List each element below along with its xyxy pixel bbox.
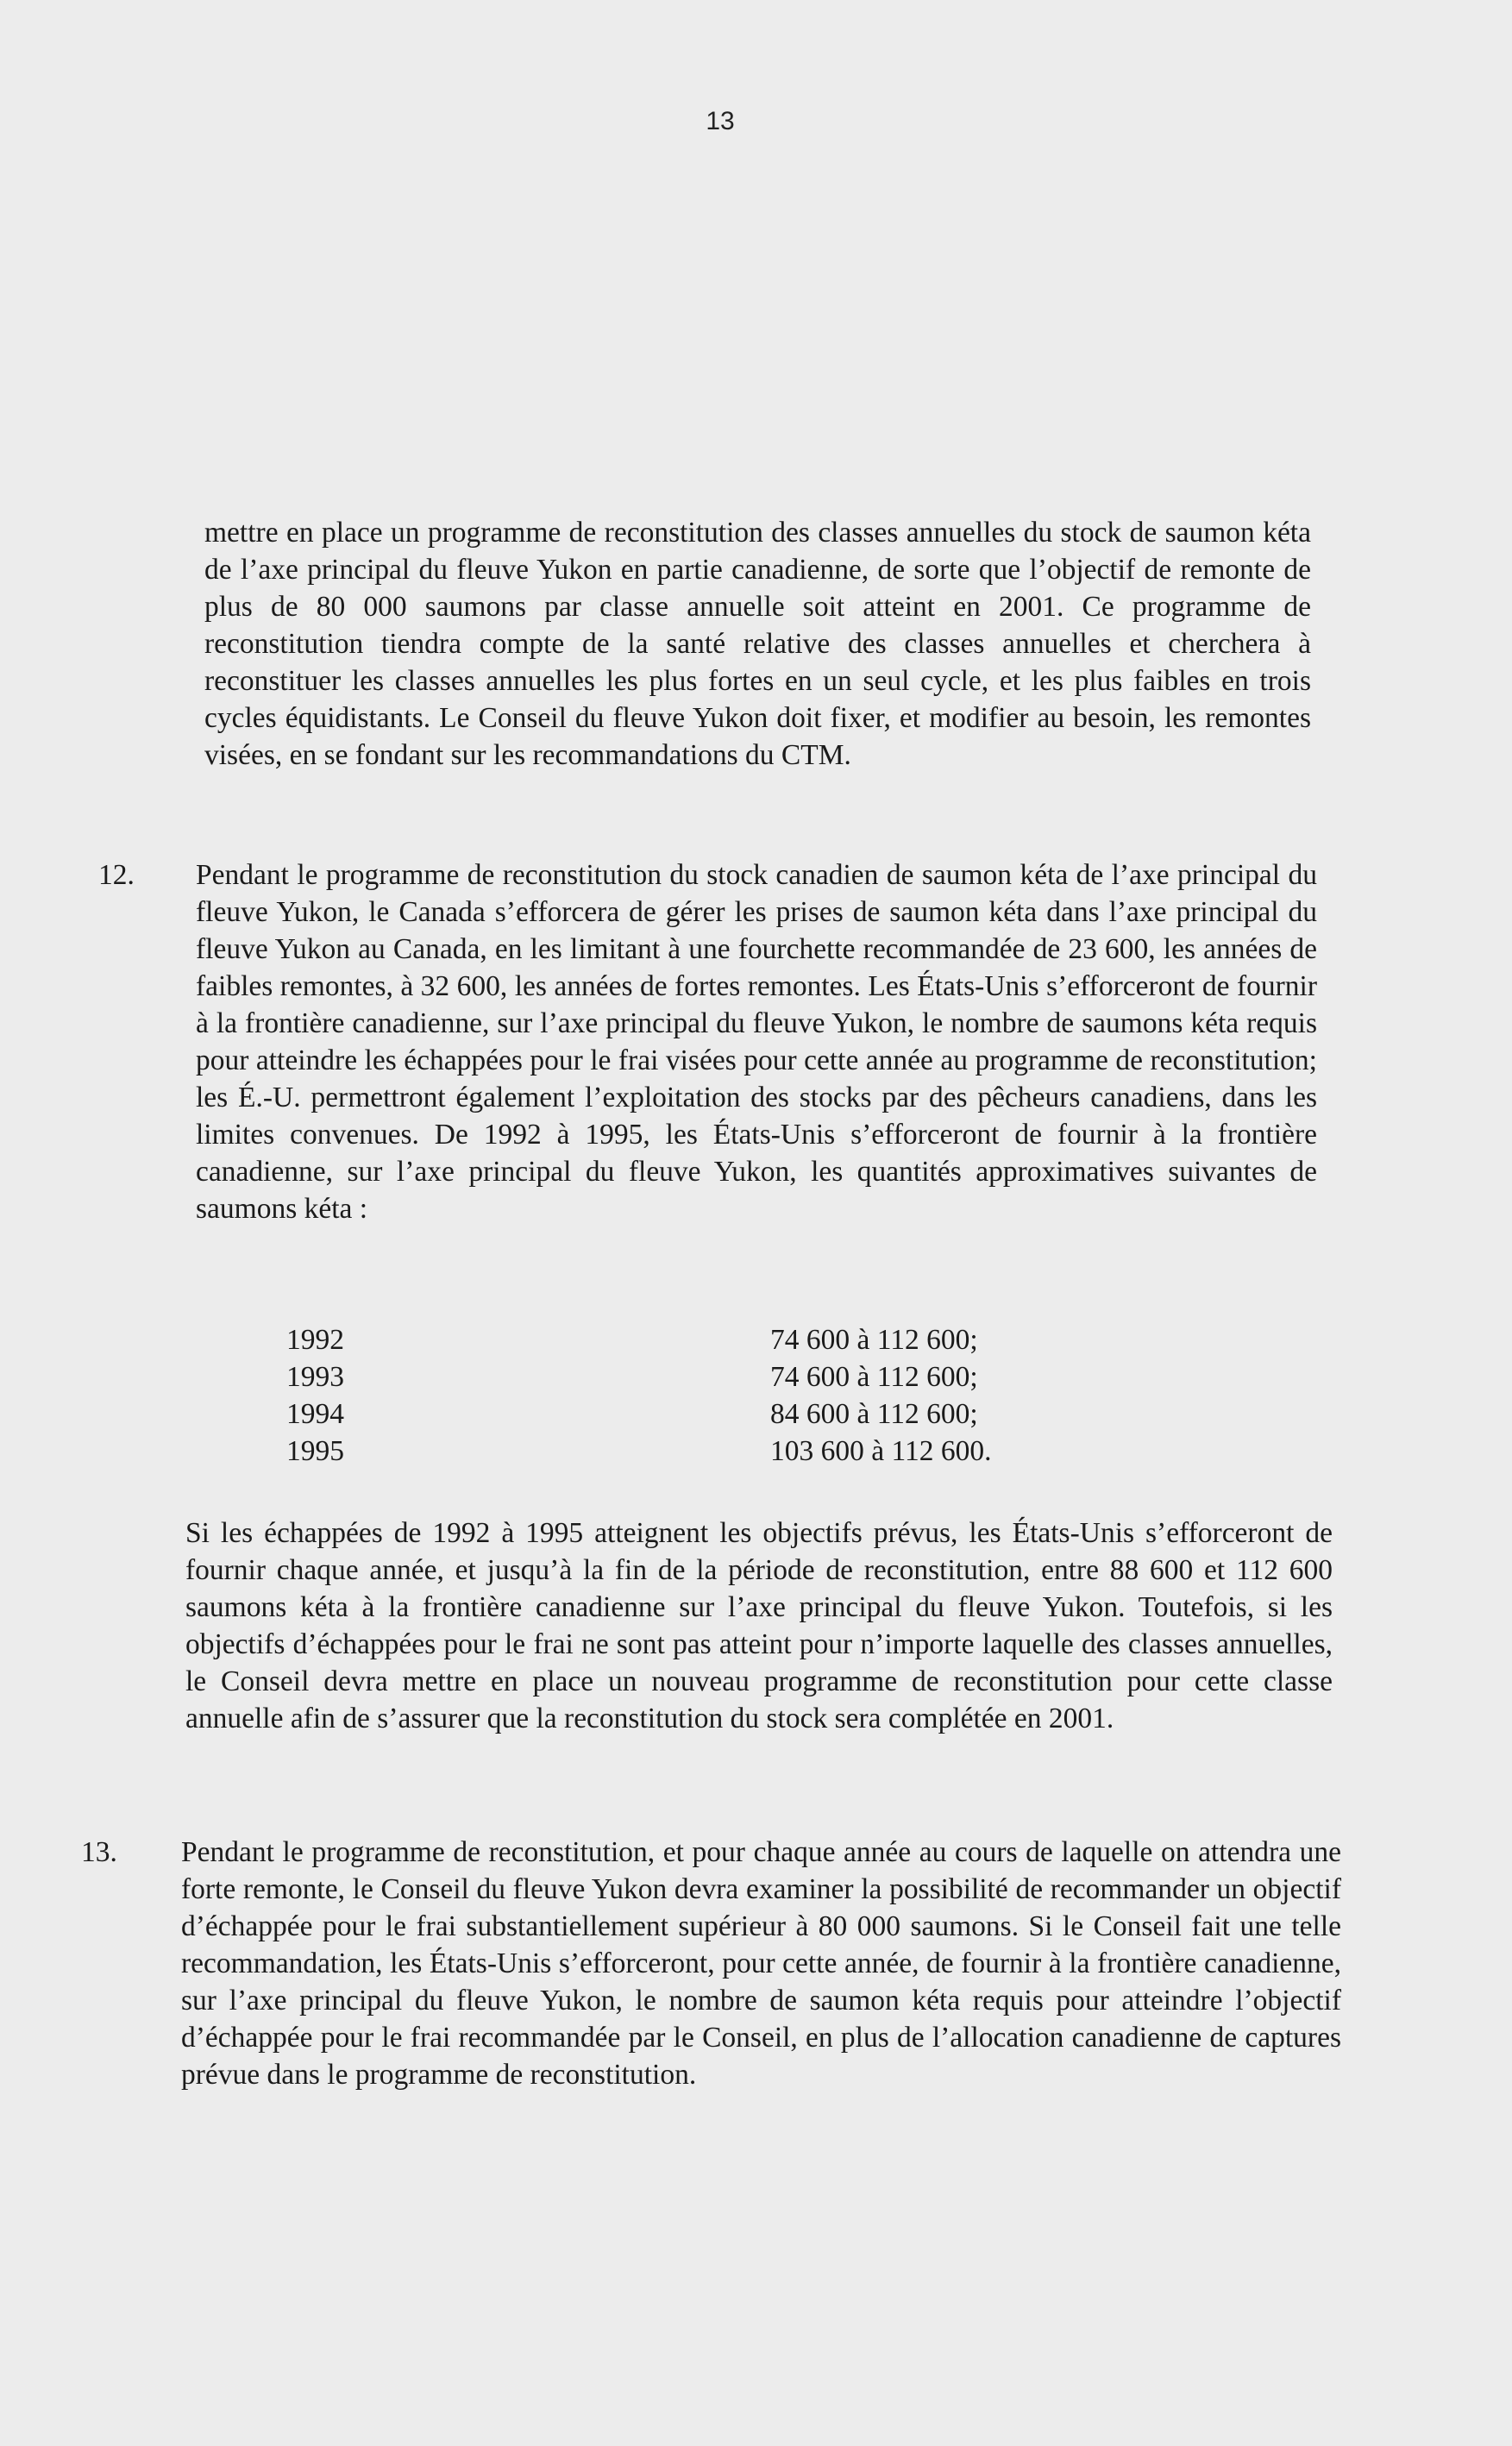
item-13-number: 13. xyxy=(81,1836,117,1868)
year-cell: 1994 xyxy=(286,1398,344,1430)
item-12-closing: Si les échappées de 1992 à 1995 atteignent les objectifs prévus, les États-Unis s’efforceront de fournir chaque année, et jusqu’à la fin de la période de reconstitution, entre 88 600 et 112 600 saumons kéta à la frontière canadienne sur l’axe principal du fleuve Yukon. Toutefois, si les objectifs d’échappées pour le frai ne sont pas atteint pour n’importe laquelle des classes annuelles, le Conseil devra mettre en place un nouveau programme de reconstitution pour cette classe annuelle afin de s’assurer que la reconstitution du stock sera complétée en 2001. xyxy=(185,1517,1333,1734)
range-cell: 74 600 à 112 600; xyxy=(770,1324,978,1356)
table-row xyxy=(286,1321,992,1358)
year-cell: 1993 xyxy=(286,1361,344,1393)
table-row xyxy=(286,1358,992,1395)
year-cell: 1992 xyxy=(286,1324,344,1356)
year-cell: 1995 xyxy=(286,1435,344,1467)
continuation-paragraph: mettre en place un programme de reconstitution des classes annuelles du stock de saumon kéta de l’axe principal du fleuve Yukon en partie canadienne, de sorte que l’objectif de remonte de plus de 80 000 saumons par classe annuelle soit atteint en 2001. Ce programme de reconstitution tiendra compte de la santé relative des classes annuelles et cherchera à reconstituer les classes annuelles les plus fortes en un seul cycle, et les plus faibles en trois cycles équidistants. Le Conseil du fleuve Yukon doit fixer, et modifier au besoin, les remontes visées, en se fondant sur les recommandations du CTM. xyxy=(204,517,1311,771)
range-cell: 74 600 à 112 600; xyxy=(770,1361,978,1393)
item-12-number: 12. xyxy=(98,859,135,891)
table-row xyxy=(286,1433,992,1470)
escapement-table xyxy=(286,1321,992,1470)
table-row xyxy=(286,1395,992,1433)
item-13-text: Pendant le programme de reconstitution, et pour chaque année au cours de laquelle on attendra une forte remonte, le Conseil du fleuve Yukon devra examiner la possibilité de recommander un objectif d’échappée pour le frai substantiellement supérieur à 80 000 saumons. Si le Conseil fait une telle recommandation, les États-Unis s’efforceront, pour cette année, de fournir à la frontière canadienne, sur l’axe principal du fleuve Yukon, le nombre de saumon kéta requis pour atteindre l’objectif d’échappée pour le frai recommandée par le Conseil, en plus de l’allocation canadienne de captures prévue dans le programme de reconstitution. xyxy=(181,1836,1341,2091)
range-cell: 84 600 à 112 600; xyxy=(770,1398,978,1430)
page-number: 13 xyxy=(706,107,735,135)
range-cell: 103 600 à 112 600. xyxy=(770,1435,992,1467)
item-12-text: Pendant le programme de reconstitution du stock canadien de saumon kéta de l’axe principal du fleuve Yukon, le Canada s’efforcera de gérer les prises de saumon kéta dans l’axe principal du fleuve Yukon au Canada, en les limitant à une fourchette recommandée de 23 600, les années de faibles remontes, à 32 600, les années de fortes remontes. Les États-Unis s’efforceront de fournir à la frontière canadienne, sur l’axe principal du fleuve Yukon, le nombre de saumons kéta requis pour atteindre les échappées pour le frai visées pour cette année au programme de reconstitution; les É.-U. permettront également l’exploitation des stocks par des pêcheurs canadiens, dans les limites convenues. De 1992 à 1995, les États-Unis s’efforceront de fournir à la frontière canadienne, sur l’axe principal du fleuve Yukon, les quantités approximatives suivantes de saumons kéta : xyxy=(196,859,1317,1225)
